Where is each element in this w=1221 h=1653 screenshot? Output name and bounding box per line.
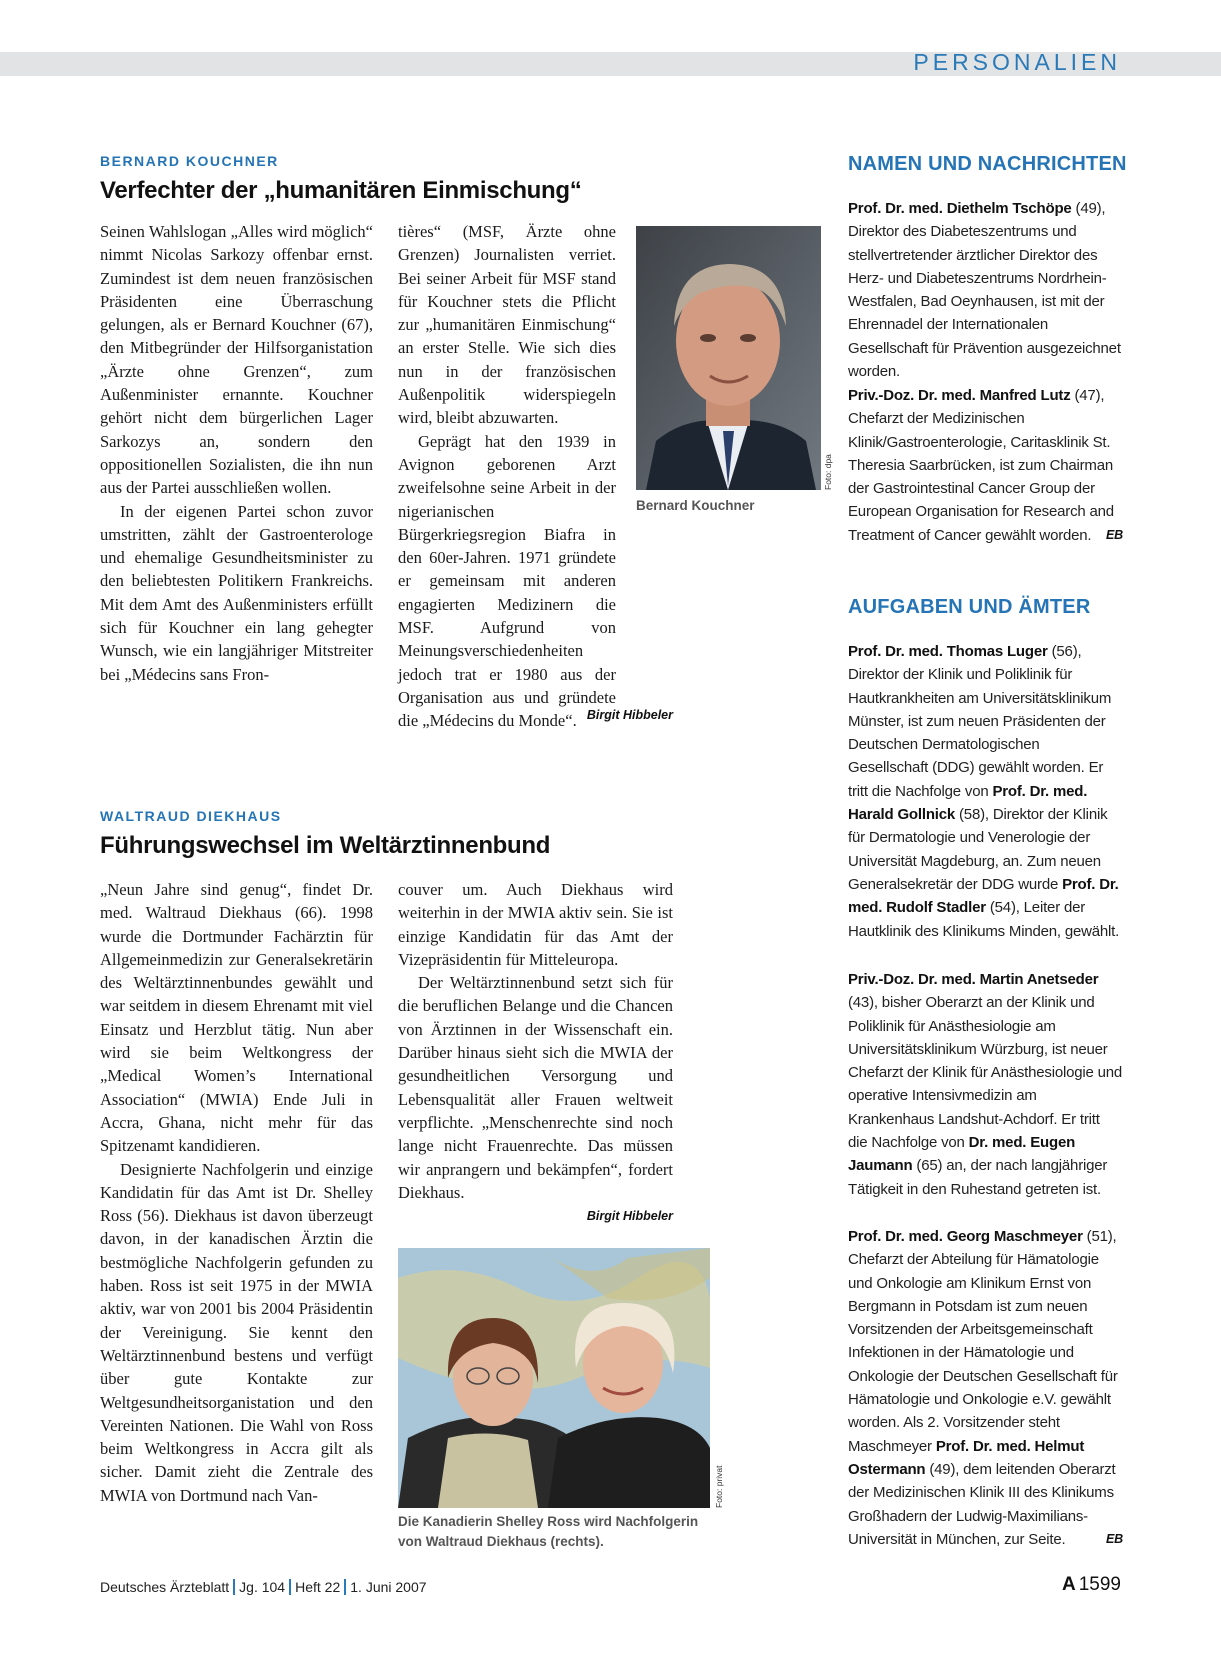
sidebar-entry [848,640,1123,943]
sidebar-title-tasks: AUFGABEN UND ÄMTER [848,596,1091,618]
sidebar-entry [848,384,1123,547]
photo-credit: Foto: dpa [823,454,833,490]
paragraph: Designierte Nachfolgerin und einzige Kandidatin für das Amt ist Dr. Shelley Ross (56). Diekhaus ist davon überzeugt davon, in der kanadischen Ärztin die bestmögliche Nachfolgerin gefunden zu haben. Ross ist seit 1975 in der MWIA aktiv, war von 2001 bis 2004 Präsidentin der Vereinigung. Sie kennt den Weltärztinnenbund bestens und verfügt über gute Kontakte zur Weltgesundheitsorganistation und den Vereinten Nationen. Die Wahl von Ross beim Weltkongress in Accra gilt als sicher. Damit zieht die Zentrale des MWIA von Dortmund nach Van- [100,1159,373,1505]
paragraph: In der eigenen Partei schon zuvor umstritten, zählt der Gastroenterologe und ehemalige Gesundheitsminister zu den beliebtesten Politikern Frankreichs. Mit dem Amt des Außenministers erfüllt sich für Kouchner ein lang gehegter Wunsch, wie ein langjähriger Mitstreiter bei „Médecins sans Fron- [100,501,373,684]
sidebar-entry [848,197,1123,383]
kouchner-photo [636,226,821,490]
volume: Jg. 104 [239,1579,286,1595]
sidebar-title-names: NAMEN UND NACHRICHTEN [848,153,1127,175]
diekhaus-ross-photo [398,1248,710,1508]
page-number-value: 1599 [1078,1574,1121,1595]
article2-byline-row [398,1205,673,1228]
paragraph: tières“ (MSF, Ärzte ohne Grenzen) Journalisten verriet. Bei seiner Arbeit für MSF stand für Kouchner stets die Pflicht zur „humanitären Einmischung“ an erster Stelle. Wie sich dies nun in der französischen Außenpolitik widerspiegeln wird, bleibt abzuwarten. [398,222,616,428]
issue-date: 1. Juni 2007 [350,1579,427,1595]
person-name: Prof. Dr. med. Rudolf Stadler [848,875,1119,917]
page-prefix: A [1061,1574,1076,1595]
paragraph: Geprägt hat den 1939 in Avignon geborenen Arzt zweifelsohne seine Arbeit in der nigerianischen Bürgerkriegsregion Biafra in den 60er-Jahren. 1971 gründete er gemeinsam mit anderen engagierten Medizinern die MSF. Aufgrund von Meinungsverschiedenheiten jedoch trat er 1980 aus der Organisation aus und gründete die „Médecins du Monde“. [398,431,616,731]
page-number [1062,1574,1121,1596]
portrait-illustration [636,226,821,490]
article2-kicker: WALTRAUD DIEKHAUS [100,808,282,824]
article1-kicker: BERNARD KOUCHNER [100,153,279,169]
photo-credit: Foto: privat [714,1465,724,1508]
article1-headline: Verfechter der „humanitären Einmischung“ [100,177,582,204]
article2-column-1 [100,878,373,1507]
article2-column-2 [398,878,673,1204]
person-name: Prof. Dr. med. Harald Gollnick [848,782,1088,824]
entry-text: (47), Chefarzt der Medizinischen Klinik/Gastroenterologie, Caritasklinik St. Theresia Saarbrücken, ist zum Chairman der Gastrointestinal Cancer Group der European Organisation for Research and Treatment of Cancer gewählt worden. [848,387,1114,544]
paragraph: Der Weltärztinnenbund setzt sich für die beruflichen Belange und die Chancen von Ärztinnen in der Wissenschaft ein. Darüber hinaus sieht sich die MWIA der gesundheitlichen Versorgung und Lebensqualität aller Frauen weltweit verpflichte. „Menschenrechte sind noch lange nicht Frauenrechte. Das müssen wir anprangern und bekämpfen“, fordert Diekhaus. [398,973,673,1202]
entry-text: (65) an, der nach langjähriger Tätigkeit in den Ruhestand getreten ist. [848,1157,1108,1198]
journal-name: Deutsches Ärzteblatt [100,1579,230,1595]
paragraph: Seinen Wahlslogan „Alles wird möglich“ nimmt Nicolas Sarkozy offenbar ernst. Zumindest ist dem neuen französischen Präsidenten eine Überraschung gelungen, als er Bernard Kouchner (67), den Mitbegründer der Hilfsorganistation „Ärzte ohne Grenzen“, zum Außenminister ernannte. Kouchner gehört nicht dem bürgerlichen Lager Sarkozys an, sondern den oppositionellen Sozialisten, die ihn nun aus der Partei ausschließen wollen. [100,222,373,498]
paragraph: couver um. Auch Diekhaus wird weiterhin in der MWIA aktiv sein. Sie ist einzige Kandidatin für das Amt der Vizepräsidentin für Mitteleuropa. [398,880,673,969]
entry-text: (49), Direktor des Diabeteszentrums und stellvertretender ärztlicher Direktor des Herz- und Diabeteszentrums Nordrhein-Westfalen, Bad Oeynhausen, ist mit der Ehrennadel der Internationalen Gesellschaft für Prävention ausgezeichnet worden. [848,200,1121,381]
kouchner-caption: Bernard Kouchner [636,498,755,513]
person-name: Prof. Dr. med. Georg Maschmeyer [848,1228,1083,1245]
entry-text: (49), dem leitenden Oberarzt der Medizinischen Klinik III des Klinikums Großhadern der Ludwig-Maximilians-Universität in München, zur Seite. [848,1460,1116,1548]
entry-text: (51), Chefarzt der Abteilung für Hämatologie und Onkologie am Klinikum Ernst von Bergmann in Potsdam ist zum neuen Vorsitzenden der Arbeitsgemeinschaft Infektionen in der Hämatologie und Onkologie der Deutschen Gesellschaft für Hämatologie und Onkologie e.V. gewählt worden. Als 2. Vorsitzender steht Maschmeyer [848,1228,1118,1455]
diekhaus-caption: Die Kanadierin Shelley Ross wird Nachfolgerin von Waltraud Diekhaus (rechts). [398,1514,699,1549]
paragraph: „Neun Jahre sind genug“, findet Dr. med. Waltraud Diekhaus (66). 1998 wurde die Dortmunder Fachärztin für Allgemeinmedizin zur Generalsekretärin des Weltärztinnenbundes gewählt und war seitdem in diesem Ehrenamt mit viel Einsatz und Herzblut tätig. Nun aber wird sie beim Weltkongress der „Medical Women’s International Association“ (MWIA) Ende Juli in Accra, Ghana, nicht mehr für das Spitzenamt kandidieren. [100,880,373,1156]
entry-text: (43), bisher Oberarzt an der Klinik und Poliklinik für Anästhesiologie am Universitätsklinikum Würzburg, ist neuer Chefarzt der Klinik für Anästhesiologie und operative Intensivmedizin am Krankenhaus Landshut-Achdorf. Er tritt die Nachfolge von [848,994,1123,1152]
divider [233,1579,235,1595]
article1-column-2 [398,220,616,733]
sidebar-signature: EB [1106,1531,1123,1546]
entry-text: (56), Direktor der Klinik und Poliklinik für Hautkrankheiten am Universitätsklinikum Münster, ist zum neuen Präsidenten der Deutschen Dermatologischen Gesellschaft (DDG) gewählt worden. Er tritt die Nachfolge von [848,643,1112,800]
person-name: Prof. Dr. med. Helmut Ostermann [848,1437,1085,1478]
issue: Heft 22 [295,1579,341,1595]
divider [344,1579,346,1595]
person-name: Priv.-Doz. Dr. med. Manfred Lutz [848,387,1071,404]
sidebar-entry [848,1225,1123,1551]
footer [100,1579,427,1595]
article1-byline-row [398,704,673,727]
sidebar-entry [848,968,1123,1201]
article2-author: Birgit Hibbeler [586,1209,673,1223]
sidebar-signature: EB [1106,527,1123,542]
group-photo-illustration [398,1248,710,1508]
person-name: Prof. Dr. med. Diethelm Tschöpe [848,200,1072,217]
person-name: Dr. med. Eugen Jaumann [848,1134,1076,1175]
entry-text: (58), Direktor der Klinik für Dermatologie und Venerologie der Universität Magdeburg, an. Zum neuen Generalsekretär der DDG wurde [848,806,1108,893]
person-name: Prof. Dr. med. Thomas Luger [848,643,1048,660]
article1-column-1 [100,220,373,686]
article2-headline: Führungswechsel im Weltärztinnenbund [100,832,551,859]
person-name: Priv.-Doz. Dr. med. Martin Anetseder [848,971,1099,988]
entry-text: (54), Leiter der Hautklinik des Klinikums Minden, gewählt. [848,899,1120,940]
divider [289,1579,291,1595]
article1-author: Birgit Hibbeler [586,708,673,722]
section-label: PERSONALIEN [913,49,1121,75]
